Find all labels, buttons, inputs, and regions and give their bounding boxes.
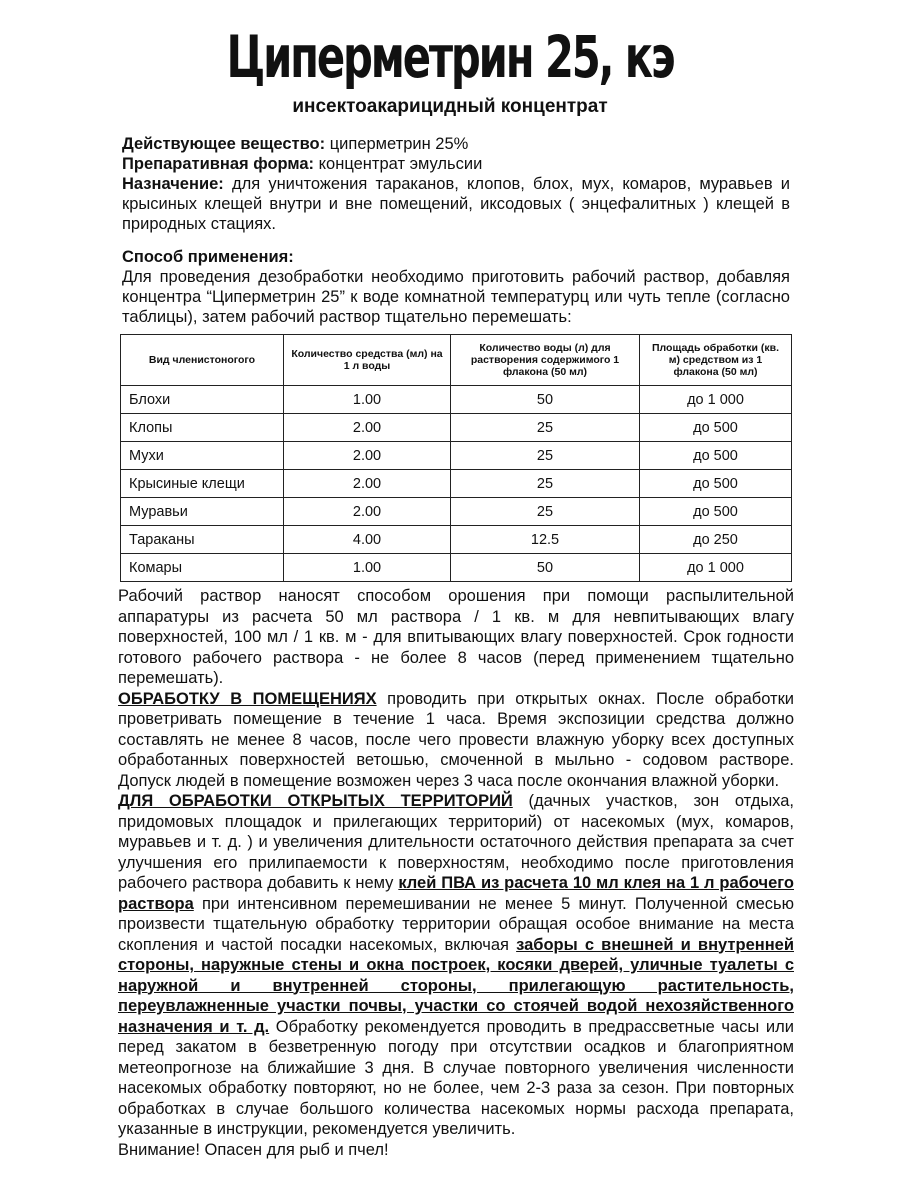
table-cell: 12.5 (451, 526, 640, 554)
table-row (121, 442, 792, 470)
table-cell: 4.00 (284, 526, 451, 554)
outdoor-text-3: Обработку рекомендуется проводить в предрассветные часы или перед закатом в безветренную погоду при отсутствии осадков и благоприятном метеопрогнозе на ближайшие 3 дня. В случае повторного увеличения численности насекомых обработку повторяют, но не более, чем 2-3 раза за сезон. При повторных обработках в случае большого количества насекомых нормы расхода препарата, указанные в инструкции, рекомендуется увеличить. (118, 1017, 794, 1138)
product-title: Циперметрин 25, кэ (226, 23, 674, 91)
table-cell: до 1 000 (640, 386, 792, 414)
outdoor-text-1: (дачных участков, зон отдыха, придомовых площадок и прилегающих территорий) от насекомых (мух, комаров, муравьев и т. д. ) и увеличения длительности остаточного действия препарата за счет улучшения его прилипаемости к поверхностям, необходимо после приготовления рабочего раствора добавить к нему (118, 792, 795, 892)
formulation-label: Препаративная форма: (122, 155, 315, 173)
table-cell: 2.00 (284, 442, 451, 470)
table-cell: 25 (451, 442, 640, 470)
outdoor-heading: ДЛЯ ОБРАБОТКИ ОТКРЫТЫХ ТЕРРИТОРИЙ (118, 792, 513, 810)
glue-instruction: клей ПВА из расчета 10 мл клея на 1 л рабочего раствора (118, 874, 795, 913)
indoor-text: проводить при открытых окнах. После обработки проветривать помещение в течение 1 часа. Время экспозиции средства должно составлять не менее 8 часов, после чего провести влажную уборку всех доступных обработанных поверхностей ветошью, смоченной в мыльно - содовом растворе. Допуск людей в помещение возможен через 3 часа после окончания влажной уборки. (118, 689, 794, 790)
table-cell: 1.00 (284, 554, 451, 582)
table-row (121, 386, 792, 414)
product-subtitle: инсектоакарицидный концентрат (292, 96, 608, 117)
table-cell: до 250 (640, 526, 792, 554)
table-cell: до 500 (640, 442, 792, 470)
table-cell: Муравьи (121, 498, 284, 526)
indoor-paragraph (118, 689, 794, 792)
table-cell: Клопы (121, 414, 284, 442)
table-cell: 25 (451, 498, 640, 526)
column-header: Вид членистоногого (121, 335, 284, 386)
table-cell: Блохи (121, 386, 284, 414)
table-header-row (121, 335, 792, 386)
table-row (121, 470, 792, 498)
table-cell: 50 (451, 554, 640, 582)
column-header: Площадь обработки (кв. м) средством из 1 флакона (50 мл) (640, 335, 792, 386)
table-cell: 2.00 (284, 498, 451, 526)
table-cell: Комары (121, 554, 284, 582)
table-row (121, 554, 792, 582)
purpose-label: Назначение: (122, 175, 224, 193)
indoor-heading: ОБРАБОТКУ В ПОМЕЩЕНИЯХ (118, 689, 377, 708)
table-cell: 25 (451, 470, 640, 498)
formulation-value: концентрат эмульсии (314, 155, 483, 173)
active-substance-value: циперметрин 25% (325, 135, 469, 153)
dosage-table (120, 334, 792, 582)
product-info (122, 134, 790, 234)
usage-section (122, 247, 790, 327)
table-cell: Тараканы (121, 526, 284, 554)
warning-text: Внимание! Опасен для рыб и пчел! (118, 1140, 389, 1159)
table-cell: 2.00 (284, 470, 451, 498)
table-cell: Мухи (121, 442, 284, 470)
column-header: Количество воды (л) для растворения содержимого 1 флакона (50 мл) (451, 335, 640, 386)
formulation-line (122, 154, 790, 174)
outdoor-paragraph (118, 791, 794, 1140)
treatment-places: заборы с внешней и внутренней стороны, наружные стены и окна построек, косяки дверей, уличные туалеты с наружной и внутренней стороны, прилегающую растительность, переувлажненные участки почвы, участки со стоячей водой нехозяйственного назначения и т. д. (118, 935, 794, 1036)
column-header: Количество средства (мл) на 1 л воды (284, 335, 451, 386)
table-row (121, 526, 792, 554)
table-cell: 1.00 (284, 386, 451, 414)
table-cell: Крысиные клещи (121, 470, 284, 498)
table-cell: 50 (451, 386, 640, 414)
purpose-line (122, 174, 790, 234)
table-cell: до 1 000 (640, 554, 792, 582)
instructions-body (118, 586, 794, 1160)
table-cell: до 500 (640, 414, 792, 442)
usage-heading: Способ применения: (122, 248, 294, 266)
table-cell: до 500 (640, 498, 792, 526)
active-substance-line (122, 134, 790, 154)
usage-intro: Для проведения дезобработки необходимо приготовить рабочий раствор, добавляя концентра “Циперметрин 25” к воде комнатной температурц или чуть тепле (согласно таблицы), затем рабочий раствор тщательно перемешать: (122, 268, 790, 326)
active-substance-label: Действующее вещество: (122, 135, 326, 153)
table-cell: 2.00 (284, 414, 451, 442)
outdoor-text-2: при интенсивном перемешивании не менее 5 минут. Полученной смесью произвести тщательную обработку территории обращая особое внимание на места скопления и частой посадки насекомых, включая (118, 894, 794, 954)
table-row (121, 498, 792, 526)
table-cell: до 500 (640, 470, 792, 498)
purpose-value: для уничтожения тараканов, клопов, блох, мух, комаров, муравьев и крысиных клещей внутри и вне помещений, иксодовых ( энцефалитных ) клещей в природных стациях. (122, 175, 790, 233)
table-row (121, 414, 792, 442)
table-cell: 25 (451, 414, 640, 442)
application-paragraph: Рабочий раствор наносят способом орошения при помощи распылительной аппаратуры из расчета 50 мл раствора / 1 кв. м для невпитывающих влагу поверхностей, 100 мл / 1 кв. м - для впитывающих влагу поверхностей. Срок годности готового рабочего раствора - не более 8 часов (перед применением тщательно перемешать). (118, 587, 794, 687)
